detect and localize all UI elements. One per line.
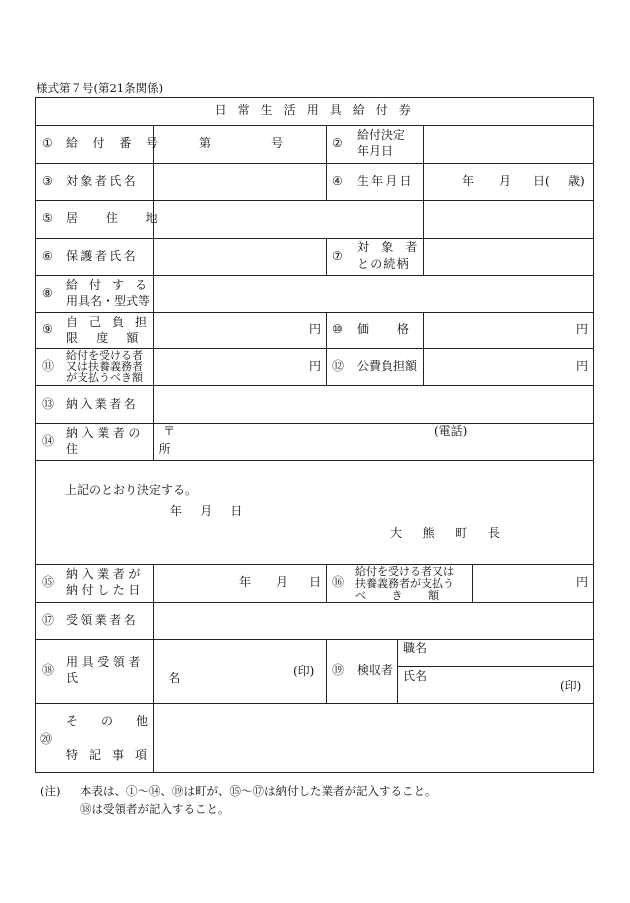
row-divider [35, 423, 594, 424]
birthdate-month: 月 [499, 174, 512, 188]
phone-label: (電話) [434, 424, 468, 438]
delivery-month: 月 [276, 575, 289, 589]
delivery-year: 年 [239, 575, 252, 589]
yen-unit: 円 [576, 575, 589, 589]
row-divider [35, 385, 594, 386]
yen-unit: 円 [576, 322, 589, 336]
inspector-label: 検収者 [357, 663, 394, 677]
other-remarks-label: 特 記 事 項 [66, 748, 151, 762]
public-burden-label: 公費負担額 [357, 359, 418, 373]
item-number: ⑬ [42, 397, 55, 411]
row-divider [35, 703, 594, 704]
guardian-name-label: 保護者氏名 [66, 249, 139, 263]
row-divider [35, 460, 594, 461]
item-number: ⑳ [40, 732, 53, 746]
item-number: ⑨ [42, 322, 53, 336]
col-divider [423, 312, 424, 385]
col-divider [397, 639, 398, 703]
mayor-signature: 大 熊 町 長 [390, 526, 509, 540]
seal-mark: (印) [560, 679, 582, 693]
payer-amount-label: 又は扶養義務者 [66, 360, 143, 373]
row-divider [35, 238, 594, 239]
other-remarks-label: そ の 他 [66, 714, 158, 728]
amount-payable-label: 給付を受ける者又は [355, 565, 454, 578]
col-divider [326, 238, 327, 275]
device-name-label: 用具名・型式等 [66, 294, 151, 308]
row-divider [35, 602, 594, 603]
recipient-name-label: 用具受領者 [66, 655, 145, 669]
amount-payable-label: 扶養義務者が支払う [355, 577, 454, 590]
self-pay-limit-label: 自 己 負 担 [66, 315, 151, 329]
item-number: ⑯ [332, 575, 345, 589]
row-divider [35, 639, 594, 640]
number-suffix: 号 [271, 136, 284, 150]
col-divider [153, 125, 154, 460]
note-marker: (注) [40, 784, 61, 798]
payer-amount-label: 給付を受ける者 [66, 349, 143, 362]
item-number: ⑫ [332, 359, 345, 373]
item-number: ⑱ [42, 663, 55, 677]
note-text: ⑱は受領者が記入すること。 [80, 802, 230, 816]
yen-unit: 円 [309, 359, 322, 373]
benefit-number-label: 給 付 番 号 [66, 136, 164, 150]
item-number: ④ [332, 174, 343, 188]
col-divider [472, 564, 473, 602]
decision-date: 年 月 日 [170, 504, 250, 518]
birthdate-year: 年 [462, 174, 475, 188]
col-divider [326, 312, 327, 385]
col-divider [423, 125, 424, 238]
delivery-date-label: 納付した日 [66, 583, 145, 597]
col-divider [326, 564, 327, 602]
row-divider [35, 312, 594, 313]
amount-payable-label: べ き 額 [355, 589, 450, 602]
item-number: ⑰ [42, 613, 55, 627]
relationship-label: 対 象 者 [357, 240, 422, 254]
row-divider [35, 163, 594, 164]
item-number: ⑦ [332, 249, 343, 263]
relationship-label: との続柄 [357, 257, 410, 271]
item-number: ⑥ [42, 249, 53, 263]
item-number: ① [42, 136, 53, 150]
vendor-address-label: 住 所 [66, 442, 210, 456]
item-number: ⑩ [332, 322, 343, 336]
col-divider [326, 125, 327, 163]
decision-statement: 上記のとおり決定する。 [65, 483, 198, 497]
col-divider [326, 163, 327, 200]
subject-name-label: 対象者氏名 [66, 174, 139, 188]
vendor-address-label: 納入業者の [66, 426, 145, 440]
col-divider [423, 238, 424, 275]
postal-mark: 〒 [163, 424, 176, 438]
self-pay-limit-label: 限 度 額 [66, 331, 146, 345]
birthdate-day: 日( [533, 174, 550, 188]
device-name-label: 給 付 す る [66, 278, 151, 292]
birthdate-label: 生年月日 [357, 174, 414, 188]
delivery-day: 日 [309, 575, 322, 589]
row-divider [35, 200, 594, 201]
note-text: 本表は、①～⑭、⑲は町が、⑮～⑰は納付した業者が記入すること。 [80, 784, 437, 798]
payer-amount-label: が支払うべき額 [66, 371, 143, 384]
delivery-date-label: 納入業者が [66, 567, 145, 581]
yen-unit: 円 [576, 359, 589, 373]
price-label: 価 格 [357, 322, 421, 336]
address-label: 居 住 地 [66, 211, 170, 225]
yen-unit: 円 [309, 322, 322, 336]
form-title: 日 常 生 活 用 具 給 付 券 [214, 103, 415, 117]
form-number-label: 様式第７号(第21条関係) [36, 81, 164, 95]
receiving-vendor-label: 受領業者名 [66, 613, 139, 627]
item-number: ⑧ [42, 286, 53, 300]
row-divider [35, 125, 594, 126]
item-number: ⑤ [42, 211, 53, 225]
name-label: 氏名 [403, 669, 428, 683]
row-divider [35, 564, 594, 565]
col-divider [326, 639, 327, 703]
item-number: ⑭ [42, 434, 55, 448]
seal-mark: (印) [293, 664, 315, 678]
item-number: ⑮ [42, 575, 55, 589]
row-divider [35, 275, 594, 276]
item-number: ② [332, 136, 343, 150]
item-number: ⑪ [42, 359, 55, 373]
item-number: ⑲ [332, 663, 345, 677]
recipient-name-label: 氏 名 [66, 671, 224, 685]
decision-date-label: 給付決定 [357, 128, 406, 142]
age-suffix: 歳) [568, 174, 585, 188]
decision-date-label: 年月日 [357, 144, 394, 158]
job-title-label: 職名 [403, 641, 428, 655]
row-divider [397, 666, 594, 667]
number-prefix: 第 [199, 136, 212, 150]
item-number: ③ [42, 174, 53, 188]
col-divider [153, 564, 154, 773]
vendor-name-label: 納入業者名 [66, 397, 139, 411]
